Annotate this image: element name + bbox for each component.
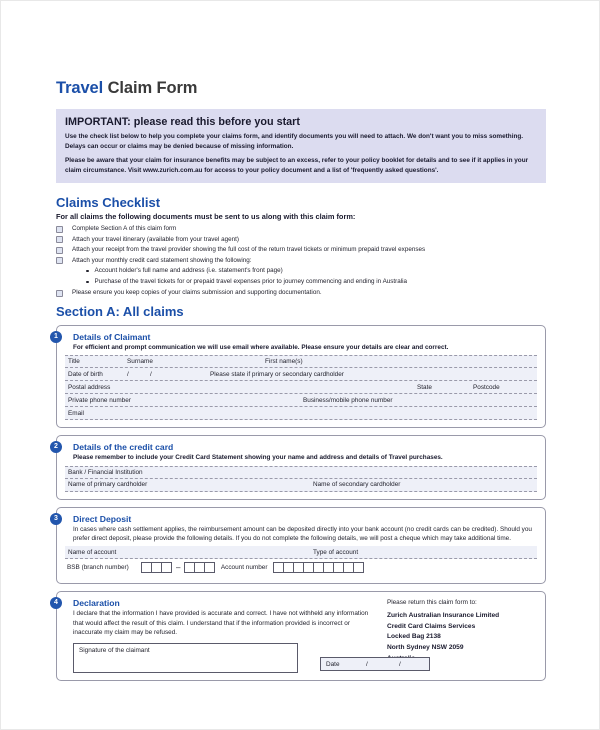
important-notice-heading: IMPORTANT: please read this before you start xyxy=(65,116,300,128)
section-number-badge: 3 xyxy=(50,513,62,525)
section-number-badge: 4 xyxy=(50,597,62,609)
checklist-item[interactable] xyxy=(56,246,546,254)
checklist-sub-item xyxy=(86,278,546,286)
return-address-line: Zurich Australian Insurance Limited xyxy=(386,612,500,620)
checklist-item-label: Please ensure you keep copies of your claims submission and supporting documentation. xyxy=(72,289,322,297)
field-row-email[interactable] xyxy=(65,407,537,420)
date-field[interactable] xyxy=(320,657,430,671)
checklist-sub-item-label: Purchase of the travel tickets for or prepaid travel expenses prior to journey commencing and ending in Australia xyxy=(94,278,408,286)
section-title: Details of Claimant xyxy=(73,331,151,342)
field-row-phone[interactable] xyxy=(65,394,537,407)
field-row-date-of-birth[interactable] xyxy=(65,368,537,381)
checkbox-icon[interactable] xyxy=(56,290,63,297)
label-email: Email xyxy=(68,409,84,417)
label-primary-cardholder: Name of primary cardholder xyxy=(68,481,148,489)
checklist-item-label: Attach your receipt from the travel provider showing the full cost of the return travel tickets or minimum prepaid travel expenses xyxy=(72,246,426,254)
signature-field[interactable]: Signature of the claimant xyxy=(73,643,298,673)
checklist-item[interactable] xyxy=(56,236,546,244)
checkbox-icon[interactable] xyxy=(56,257,63,264)
field-row-postal-address[interactable] xyxy=(65,381,537,394)
section-a-heading: Section A: All claims xyxy=(56,303,184,319)
form-sheet xyxy=(56,79,546,688)
section-declaration xyxy=(56,591,546,681)
label-business-phone: Business/mobile phone number xyxy=(303,396,393,404)
field-row-account-name[interactable] xyxy=(65,546,537,559)
important-notice xyxy=(56,109,546,183)
section-details-of-credit-card xyxy=(56,435,546,499)
date-slash-1: / xyxy=(366,661,368,669)
claims-checklist-intro: For all claims the following documents must be sent to us along with this claim form: xyxy=(56,212,356,222)
claims-checklist xyxy=(56,225,546,297)
checklist-item[interactable] xyxy=(56,289,546,297)
checklist-item-label: Complete Section A of this claim form xyxy=(72,225,177,233)
bullet-icon xyxy=(86,270,89,273)
label-account-number: Account number xyxy=(220,564,268,572)
label-state: State xyxy=(417,383,432,391)
checklist-sub-item-label: Account holder's full name and address (i.e. statement's front page) xyxy=(94,267,283,275)
label-surname: Surname xyxy=(127,358,153,366)
bsb-group-2[interactable] xyxy=(184,562,215,573)
field-row-cardholders[interactable] xyxy=(65,479,537,492)
label-type-of-account: Type of account xyxy=(313,548,359,556)
important-notice-paragraph-2: Please be aware that your claim for insurance benefits may be subject to an excess, refer to your policy booklet for details and to see if it applies in your claim circumstance. Visit www.zurich.com.au for access to your policy document and a list of 'frequently asked questions'. xyxy=(65,157,529,174)
label-name-of-account: Name of account xyxy=(68,548,117,556)
section-number-badge: 2 xyxy=(50,441,62,453)
return-lead-text: Please return this claim form to: xyxy=(386,599,477,607)
field-row-name[interactable] xyxy=(65,355,537,368)
return-address-line: Locked Bag 2138 xyxy=(386,633,441,641)
label-cardholder-note: Please state if primary or secondary cardholder xyxy=(210,370,344,378)
field-row-bank[interactable] xyxy=(65,466,537,479)
checkbox-icon[interactable] xyxy=(56,226,63,233)
label-first-names: First name(s) xyxy=(265,358,303,366)
section-title: Details of the credit card xyxy=(73,442,174,453)
section-note: Please remember to include your Credit Card Statement showing your name and address and details of Travel purchases. xyxy=(73,454,443,462)
bsb-group-1[interactable] xyxy=(141,562,172,573)
declaration-text: I declare that the information I have provided is accurate and correct. I have not withheld any information that would affect the result of this claim. I understand that if the information provided is incorrect or inaccurate my claim may be refused. xyxy=(73,610,369,637)
checklist-item-label: Attach your travel itinerary (available from your travel agent) xyxy=(72,235,239,243)
checklist-item-label: Attach your monthly credit card statement showing the following: xyxy=(72,256,252,264)
return-address-line: Credit Card Claims Services xyxy=(386,622,476,630)
section-title: Direct Deposit xyxy=(73,513,132,524)
label-bsb: BSB (branch number) xyxy=(67,564,129,572)
dob-slash-1: / xyxy=(127,370,129,378)
bsb-separator: – xyxy=(176,562,181,572)
bsb-digit-cell[interactable] xyxy=(161,562,172,573)
date-slash-2: / xyxy=(399,661,401,669)
section-note: For efficient and prompt communication we will use email where available. Please ensure your details are clear and correct. xyxy=(73,343,449,351)
page-title-rest: Claim Form xyxy=(103,79,198,97)
checklist-sub-list xyxy=(86,267,546,286)
section-title: Declaration xyxy=(73,598,120,609)
checklist-item[interactable] xyxy=(56,225,546,233)
label-postal-address: Postal address xyxy=(68,383,111,391)
return-address-line: North Sydney NSW 2059 xyxy=(386,644,464,652)
label-title: Title xyxy=(68,358,80,366)
label-bank: Bank / Financial Institution xyxy=(68,468,143,476)
checklist-sub-item xyxy=(86,267,546,275)
account-digit-cell[interactable] xyxy=(353,562,364,573)
checkbox-icon[interactable] xyxy=(56,247,63,254)
checkbox-icon[interactable] xyxy=(56,236,63,243)
account-number-group[interactable] xyxy=(273,562,364,573)
dob-slash-2: / xyxy=(150,370,152,378)
label-date: Date xyxy=(326,661,340,669)
section-details-of-claimant xyxy=(56,325,546,428)
label-postcode: Postcode xyxy=(473,383,500,391)
section-number-badge: 1 xyxy=(50,331,62,343)
checklist-item[interactable] xyxy=(56,257,546,265)
section-note: In cases where cash settlement applies, the reimbursement amount can be deposited directly into your bank account (no credit cards can be credited). Should you prefer direct deposit, please provide the following details. If you do not complete the following details, we will post a cheque which may take additional time. xyxy=(73,525,532,542)
field-row-bsb-account[interactable] xyxy=(65,559,537,576)
page-title-brand: Travel xyxy=(56,79,104,97)
important-notice-paragraph-1: Use the check list below to help you complete your claims form, and identify documents you will need to attach. We don't want you to miss something. Delays can occur or claims may be denied because of missing information. xyxy=(65,133,524,150)
label-secondary-cardholder: Name of secondary cardholder xyxy=(313,481,401,489)
bsb-digit-cell[interactable] xyxy=(204,562,215,573)
bullet-icon xyxy=(86,281,89,284)
label-date-of-birth: Date of birth xyxy=(68,370,103,378)
label-private-phone: Private phone number xyxy=(68,396,131,404)
section-direct-deposit xyxy=(56,507,546,585)
claims-checklist-heading: Claims Checklist xyxy=(56,195,161,211)
page-title xyxy=(56,79,546,98)
